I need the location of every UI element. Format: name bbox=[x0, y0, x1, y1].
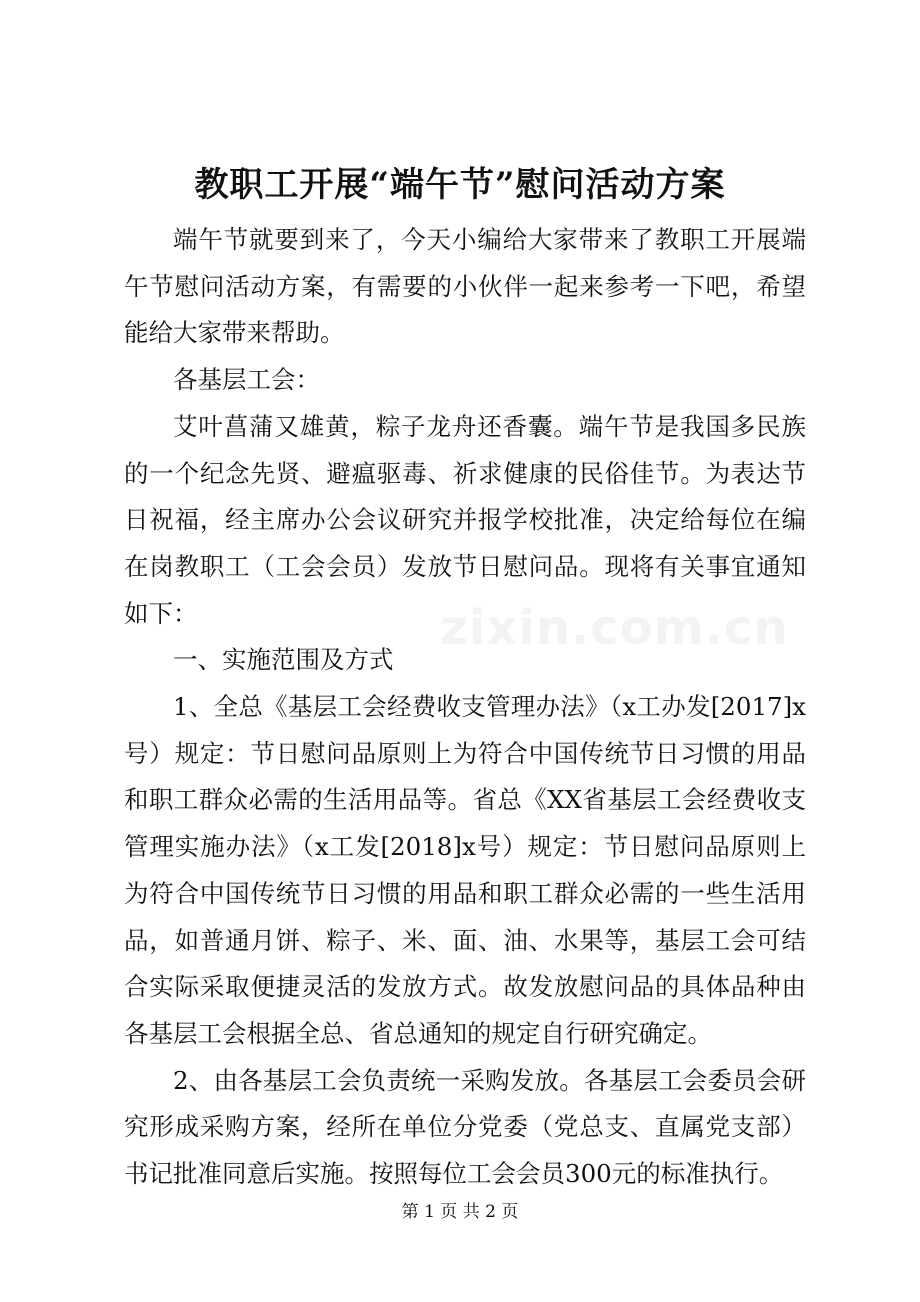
watermark: zixin.com.cn bbox=[440, 600, 789, 656]
document-title: 教职工开展“端午节”慰问活动方案 bbox=[194, 165, 726, 205]
page-footer: 第 1 页 共 2 页 bbox=[401, 1202, 519, 1222]
paragraph-item-1: 1、全总《基层工会经费收支管理办法》（x工办发[2017]x号）规定：节日慰问品原则上为符合中国传统节日习惯的用品和职工群众必需的生活用品等。省总《XX省基层工会经费收支管理实施办法》（x工发[2018]x号）规定：节日慰问品原则上为符合中国传统节日习惯的用品和职工群众必需的一些生活用品，如普通月饼、粽子、米、面、油、水果等，基层工会可结合实际采取便捷灵活的发放方式。故发放慰问品的具体品种由各基层工会根据全总、省总通知的规定自行研究确定。 bbox=[124, 692, 806, 1048]
paragraph-background: 艾叶菖蒲又雄黄，粽子龙舟还香囊。端午节是我国多民族的一个纪念先贤、避瘟驱毒、祈求健康的民俗佳节。为表达节日祝福，经主席办公会议研究并报学校批准，决定给每位在编在岗教职工（工会会员）发放节日慰问品。现将有关事宜通知如下： bbox=[124, 411, 806, 628]
paragraph-intro: 端午节就要到来了，今天小编给大家带来了教职工开展端午节慰问活动方案，有需要的小伙伴一起来参考一下吧，希望能给大家带来帮助。 bbox=[124, 225, 806, 348]
document-body bbox=[124, 217, 806, 1198]
paragraph-item-2: 2、由各基层工会负责统一采购发放。各基层工会委员会研究形成采购方案，经所在单位分党委（党总支、直属党支部）书记批准同意后实施。按照每位工会会员300元的标准执行。 bbox=[124, 1065, 806, 1189]
paragraph-salutation: 各基层工会： bbox=[173, 365, 320, 395]
section-heading-scope: 一、实施范围及方式 bbox=[173, 645, 394, 675]
